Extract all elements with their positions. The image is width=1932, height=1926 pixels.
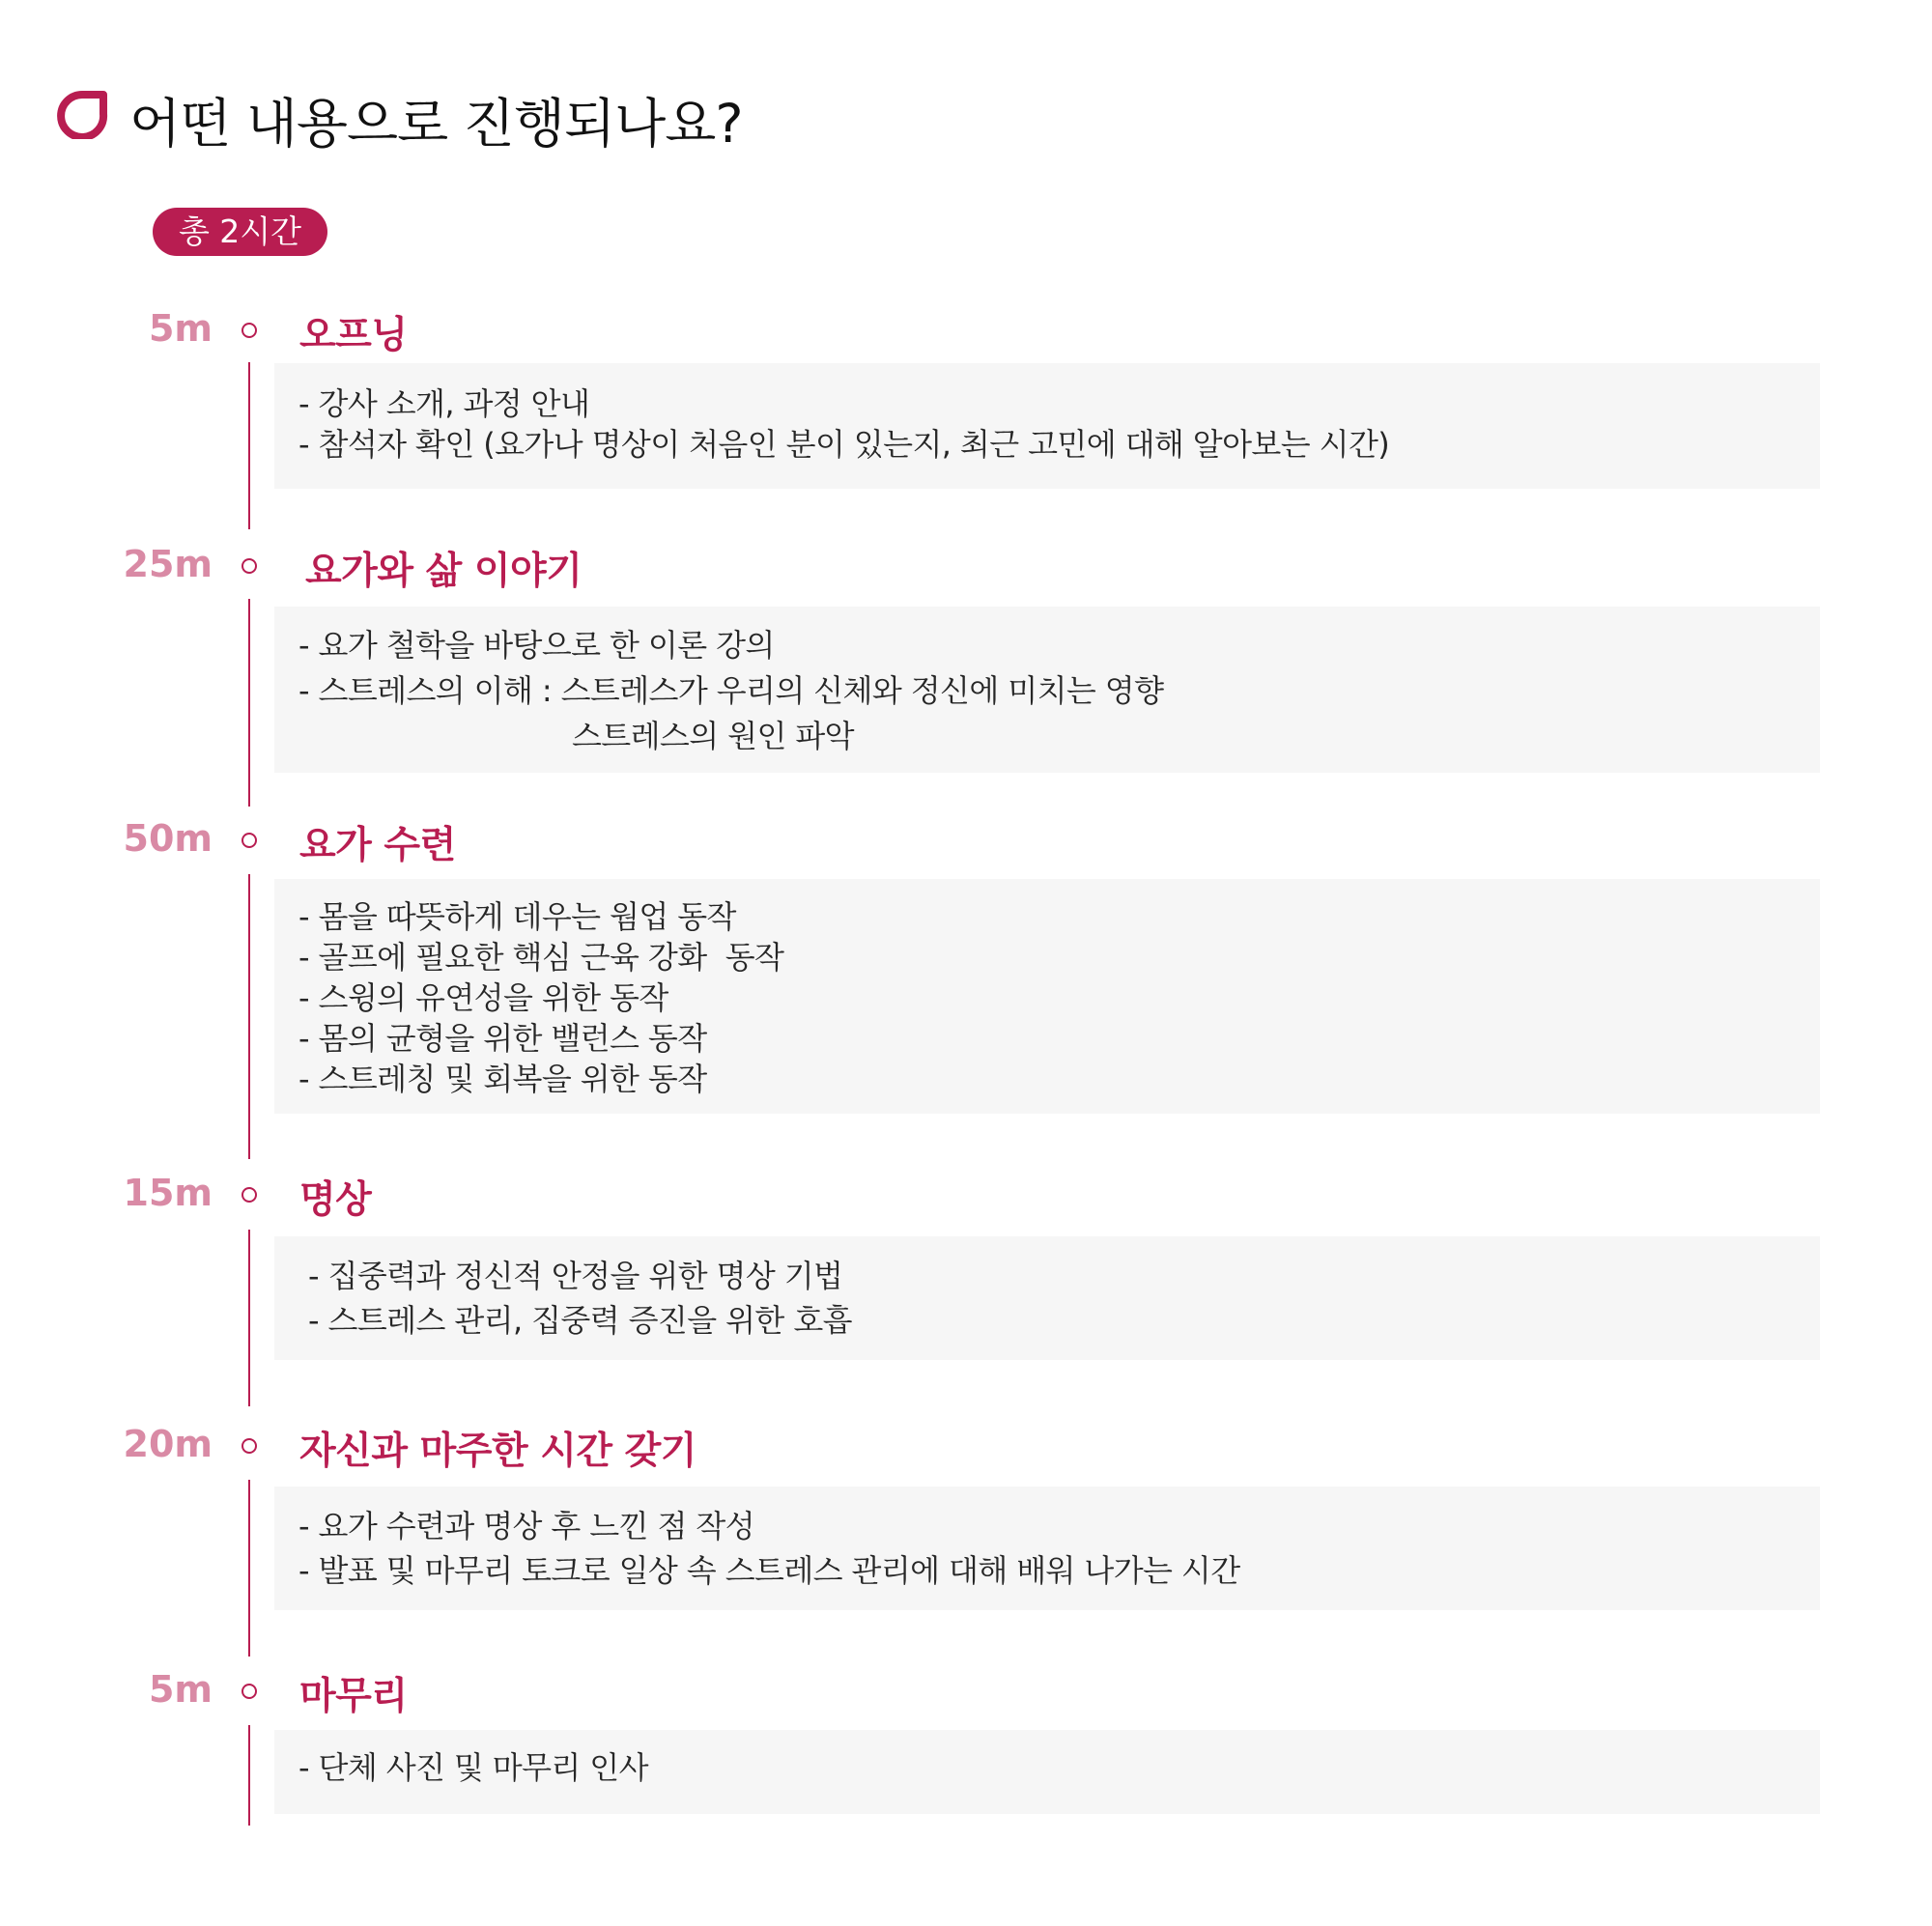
session-details <box>274 879 1820 1114</box>
total-duration-badge: 총 2시간 <box>153 208 327 256</box>
session-title: 자신과 마주한 시간 갖기 <box>299 1430 696 1473</box>
detail-line: - 단체 사진 및 마무리 인사 <box>298 1749 648 1786</box>
timeline-node-icon <box>242 1438 257 1454</box>
session-title: 요가 수련 <box>299 824 456 867</box>
detail-line: - 요가 수련과 명상 후 느낀 점 작성 <box>298 1508 755 1544</box>
timeline-node-icon <box>242 1684 257 1699</box>
session-duration: 5m <box>148 1668 213 1711</box>
session-title: 명상 <box>299 1178 372 1222</box>
detail-line: - 강사 소개, 과정 안내 <box>298 385 590 422</box>
timeline-connector <box>248 874 250 1159</box>
detail-line: - 몸을 따뜻하게 데우는 웜업 동작 <box>298 898 736 935</box>
detail-line: - 집중력과 정신적 안정을 위한 명상 기법 <box>308 1258 843 1294</box>
session-duration: 5m <box>148 307 213 350</box>
detail-line: - 스트레스 관리, 집중력 증진을 위한 호흡 <box>308 1302 852 1339</box>
detail-line: 스트레스의 원인 파악 <box>572 718 854 754</box>
timeline-node-icon <box>242 833 257 848</box>
session-duration: 25m <box>123 543 213 585</box>
detail-line: - 요가 철학을 바탕으로 한 이론 강의 <box>298 627 775 664</box>
session-title: 요가와 삶 이야기 <box>305 550 582 593</box>
detail-line: - 참석자 확인 (요가나 명상이 처음인 분이 있는지, 최근 고민에 대해 알아보는 시간) <box>298 426 1390 463</box>
detail-line: - 스트레스의 이해 : 스트레스가 우리의 신체와 정신에 미치는 영향 <box>298 672 1164 709</box>
session-details <box>274 1236 1820 1360</box>
timeline-node-icon <box>242 323 257 338</box>
timeline-node-icon <box>242 1187 257 1203</box>
detail-line: - 골프에 필요한 핵심 근육 강화 동작 <box>298 939 784 976</box>
detail-line: - 몸의 균형을 위한 밸런스 동작 <box>298 1020 707 1057</box>
session-duration: 15m <box>123 1172 213 1214</box>
session-details <box>274 1487 1820 1610</box>
timeline-connector <box>248 599 250 807</box>
session-details <box>274 607 1820 773</box>
timeline-connector <box>248 1230 250 1406</box>
session-details <box>274 363 1820 489</box>
timeline-connector <box>248 362 250 529</box>
session-duration: 50m <box>123 817 213 860</box>
session-title: 마무리 <box>299 1675 408 1718</box>
session-duration: 20m <box>123 1423 213 1465</box>
detail-line: - 스윙의 유연성을 위한 동작 <box>298 979 668 1016</box>
page-title: 어떤 내용으로 진행되나요? <box>129 93 743 155</box>
detail-line: - 발표 및 마무리 토크로 일상 속 스트레스 관리에 대해 배워 나가는 시간 <box>298 1552 1240 1589</box>
session-title: 오프닝 <box>299 314 408 357</box>
timeline-connector <box>248 1725 250 1826</box>
detail-line: - 스트레칭 및 회복을 위한 동작 <box>298 1061 707 1097</box>
session-details <box>274 1730 1820 1814</box>
timeline-node-icon <box>242 558 257 574</box>
timeline-connector <box>248 1480 250 1657</box>
